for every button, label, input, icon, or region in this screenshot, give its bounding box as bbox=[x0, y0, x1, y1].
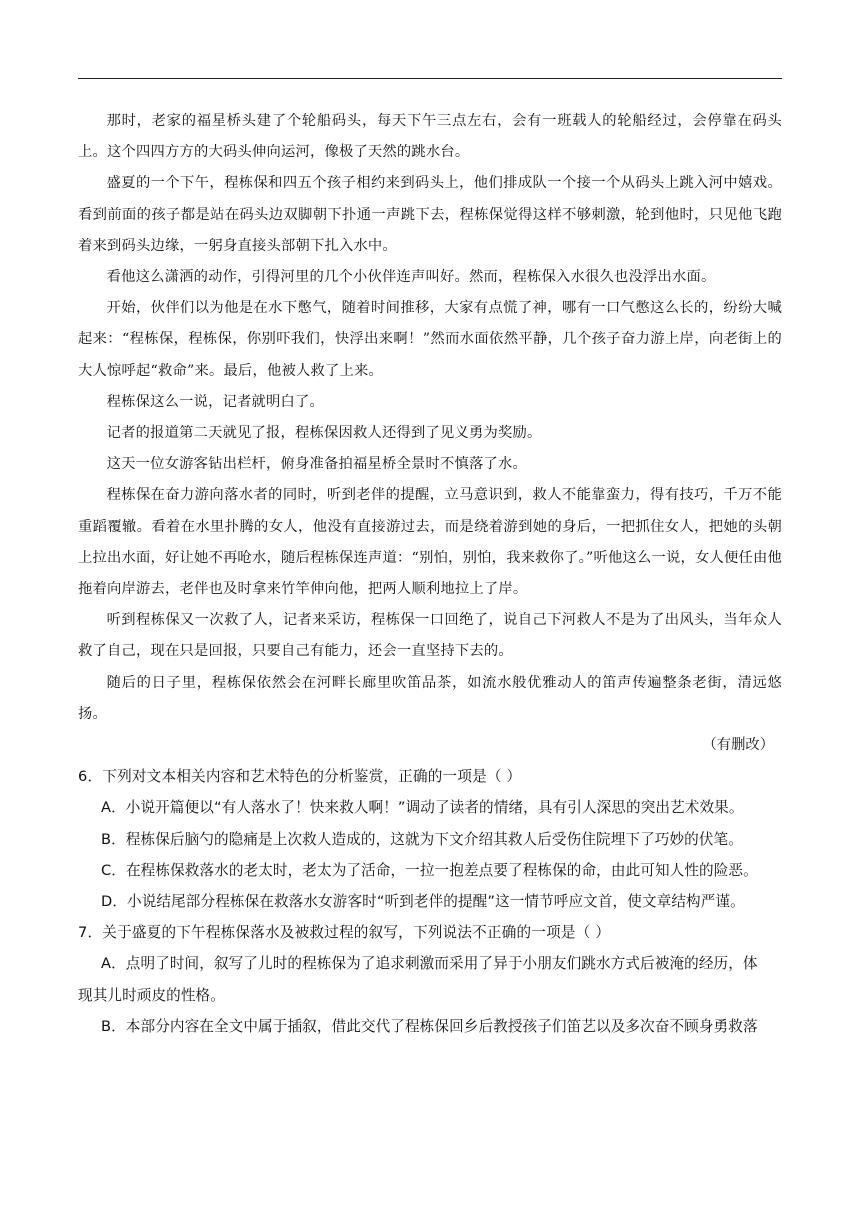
story-paragraph-3: 看他这么潇洒的动作，引得河里的几个小伙伴连声叫好。然而，程栋保入水很久也没浮出水面。 bbox=[106, 269, 716, 286]
question-7-option-b-line-1: B．本部分内容在全文中属于插叙，借此交代了程栋保回乡后教授孩子们笛艺以及多次奋不顾身勇救落 bbox=[101, 1017, 758, 1035]
question-6 bbox=[78, 761, 782, 917]
story-paragraph-8: 程栋保在奋力游向落水者的同时，听到老伴的提醒，立马意识到，救人不能靠蛮力，得有技巧，千万不能重蹈覆辙。看着在水里扑腾的女人，他没有直接游过去，而是绕着游到她的身后，一把抓住女人，把她的头朝上拉出水面，好让她不再呛水，随后程栋保连声道：“别怕，别怕，我来救你了。”听他这么一说，女人便任由他拖着向岸游去，老伴也及时拿来竹竿伸向他，把两人顺利地拉上了岸。 bbox=[78, 487, 782, 598]
question-6-option-d: D．小说结尾部分程栋保在救落水女游客时“听到老伴的提醒”这一情节呼应文首，使文章结构严谨。 bbox=[101, 893, 745, 911]
story-paragraph-7: 这天一位女游客钻出栏杆，俯身准备拍福星桥全景时不慎落了水。 bbox=[106, 456, 527, 473]
story-paragraph-4: 开始，伙伴们以为他是在水下憋气，随着时间推移，大家有点慌了神，哪有一口气憋这么长的，纷纷大喊起来：“程栋保，程栋保，你别吓我们，快浮出来啊！”然而水面依然平静，几个孩子奋力游上岸，向老街上的大人惊呼起“救命”来。最后，他被人救了上来。 bbox=[78, 300, 782, 379]
story-text bbox=[78, 106, 782, 761]
story-paragraph-5: 程栋保这么一说，记者就明白了。 bbox=[106, 393, 325, 410]
edit-note: （有删改） bbox=[702, 737, 774, 754]
header-rule bbox=[78, 78, 782, 79]
question-6-option-a: A．小说开篇便以“有人落水了！快来救人啊！”调动了读者的情绪，具有引人深思的突出艺术效果。 bbox=[101, 799, 744, 817]
question-7-option-a-line-1: A．点明了时间，叙写了儿时的程栋保为了追求刺激而采用了异于小朋友们跳水方式后被淹的经历，体 bbox=[101, 955, 758, 973]
question-6-option-c: C．在程栋保救落水的老太时，老太为了活命，一拉一抱差点要了程栋保的命，由此可知人性的险恶。 bbox=[101, 861, 758, 879]
question-7 bbox=[78, 917, 782, 1042]
question-7-stem: 7．关于盛夏的下午程栋保落水及被救过程的叙写，下列说法不正确的一项是（ ） bbox=[78, 924, 611, 942]
question-6-option-b: B．程栋保后脑勺的隐痛是上次救人造成的，这就为下文介绍其救人后受伤住院埋下了巧妙的伏笔。 bbox=[101, 830, 743, 848]
question-6-stem: 6．下列对文本相关内容和艺术特色的分析鉴赏，正确的一项是（ ） bbox=[78, 768, 522, 786]
question-7-option-a-line-2: 现其儿时顽皮的性格。 bbox=[78, 986, 225, 1004]
story-paragraph-10: 随后的日子里，程栋保依然会在河畔长廊里吹笛品茶，如流水般优雅动人的笛声传遍整条老街，清远悠扬。 bbox=[78, 674, 782, 722]
story-paragraph-1: 那时，老家的福星桥头建了个轮船码头，每天下午三点左右，会有一班载人的轮船经过，会停靠在码头上。这个四四方方的大码头伸向运河，像极了天然的跳水台。 bbox=[78, 113, 782, 161]
document-body bbox=[78, 106, 782, 1042]
story-paragraph-2: 盛夏的一个下午，程栋保和四五个孩子相约来到码头上，他们排成队一个接一个从码头上跳入河中嬉戏。看到前面的孩子都是站在码头边双脚朝下扑通一声跳下去，程栋保觉得这样不够刺激，轮到他时，只见他飞跑着来到码头边缘，一躬身直接头部朝下扎入水中。 bbox=[78, 175, 782, 254]
story-paragraph-6: 记者的报道第二天就见了报，程栋保因救人还得到了见义勇为奖励。 bbox=[106, 425, 542, 442]
story-paragraph-9: 听到程栋保又一次救了人，记者来采访，程栋保一口回绝了，说自己下河救人不是为了出风头，当年众人救了自己，现在只是回报，只要自己有能力，还会一直坚持下去的。 bbox=[78, 612, 782, 660]
